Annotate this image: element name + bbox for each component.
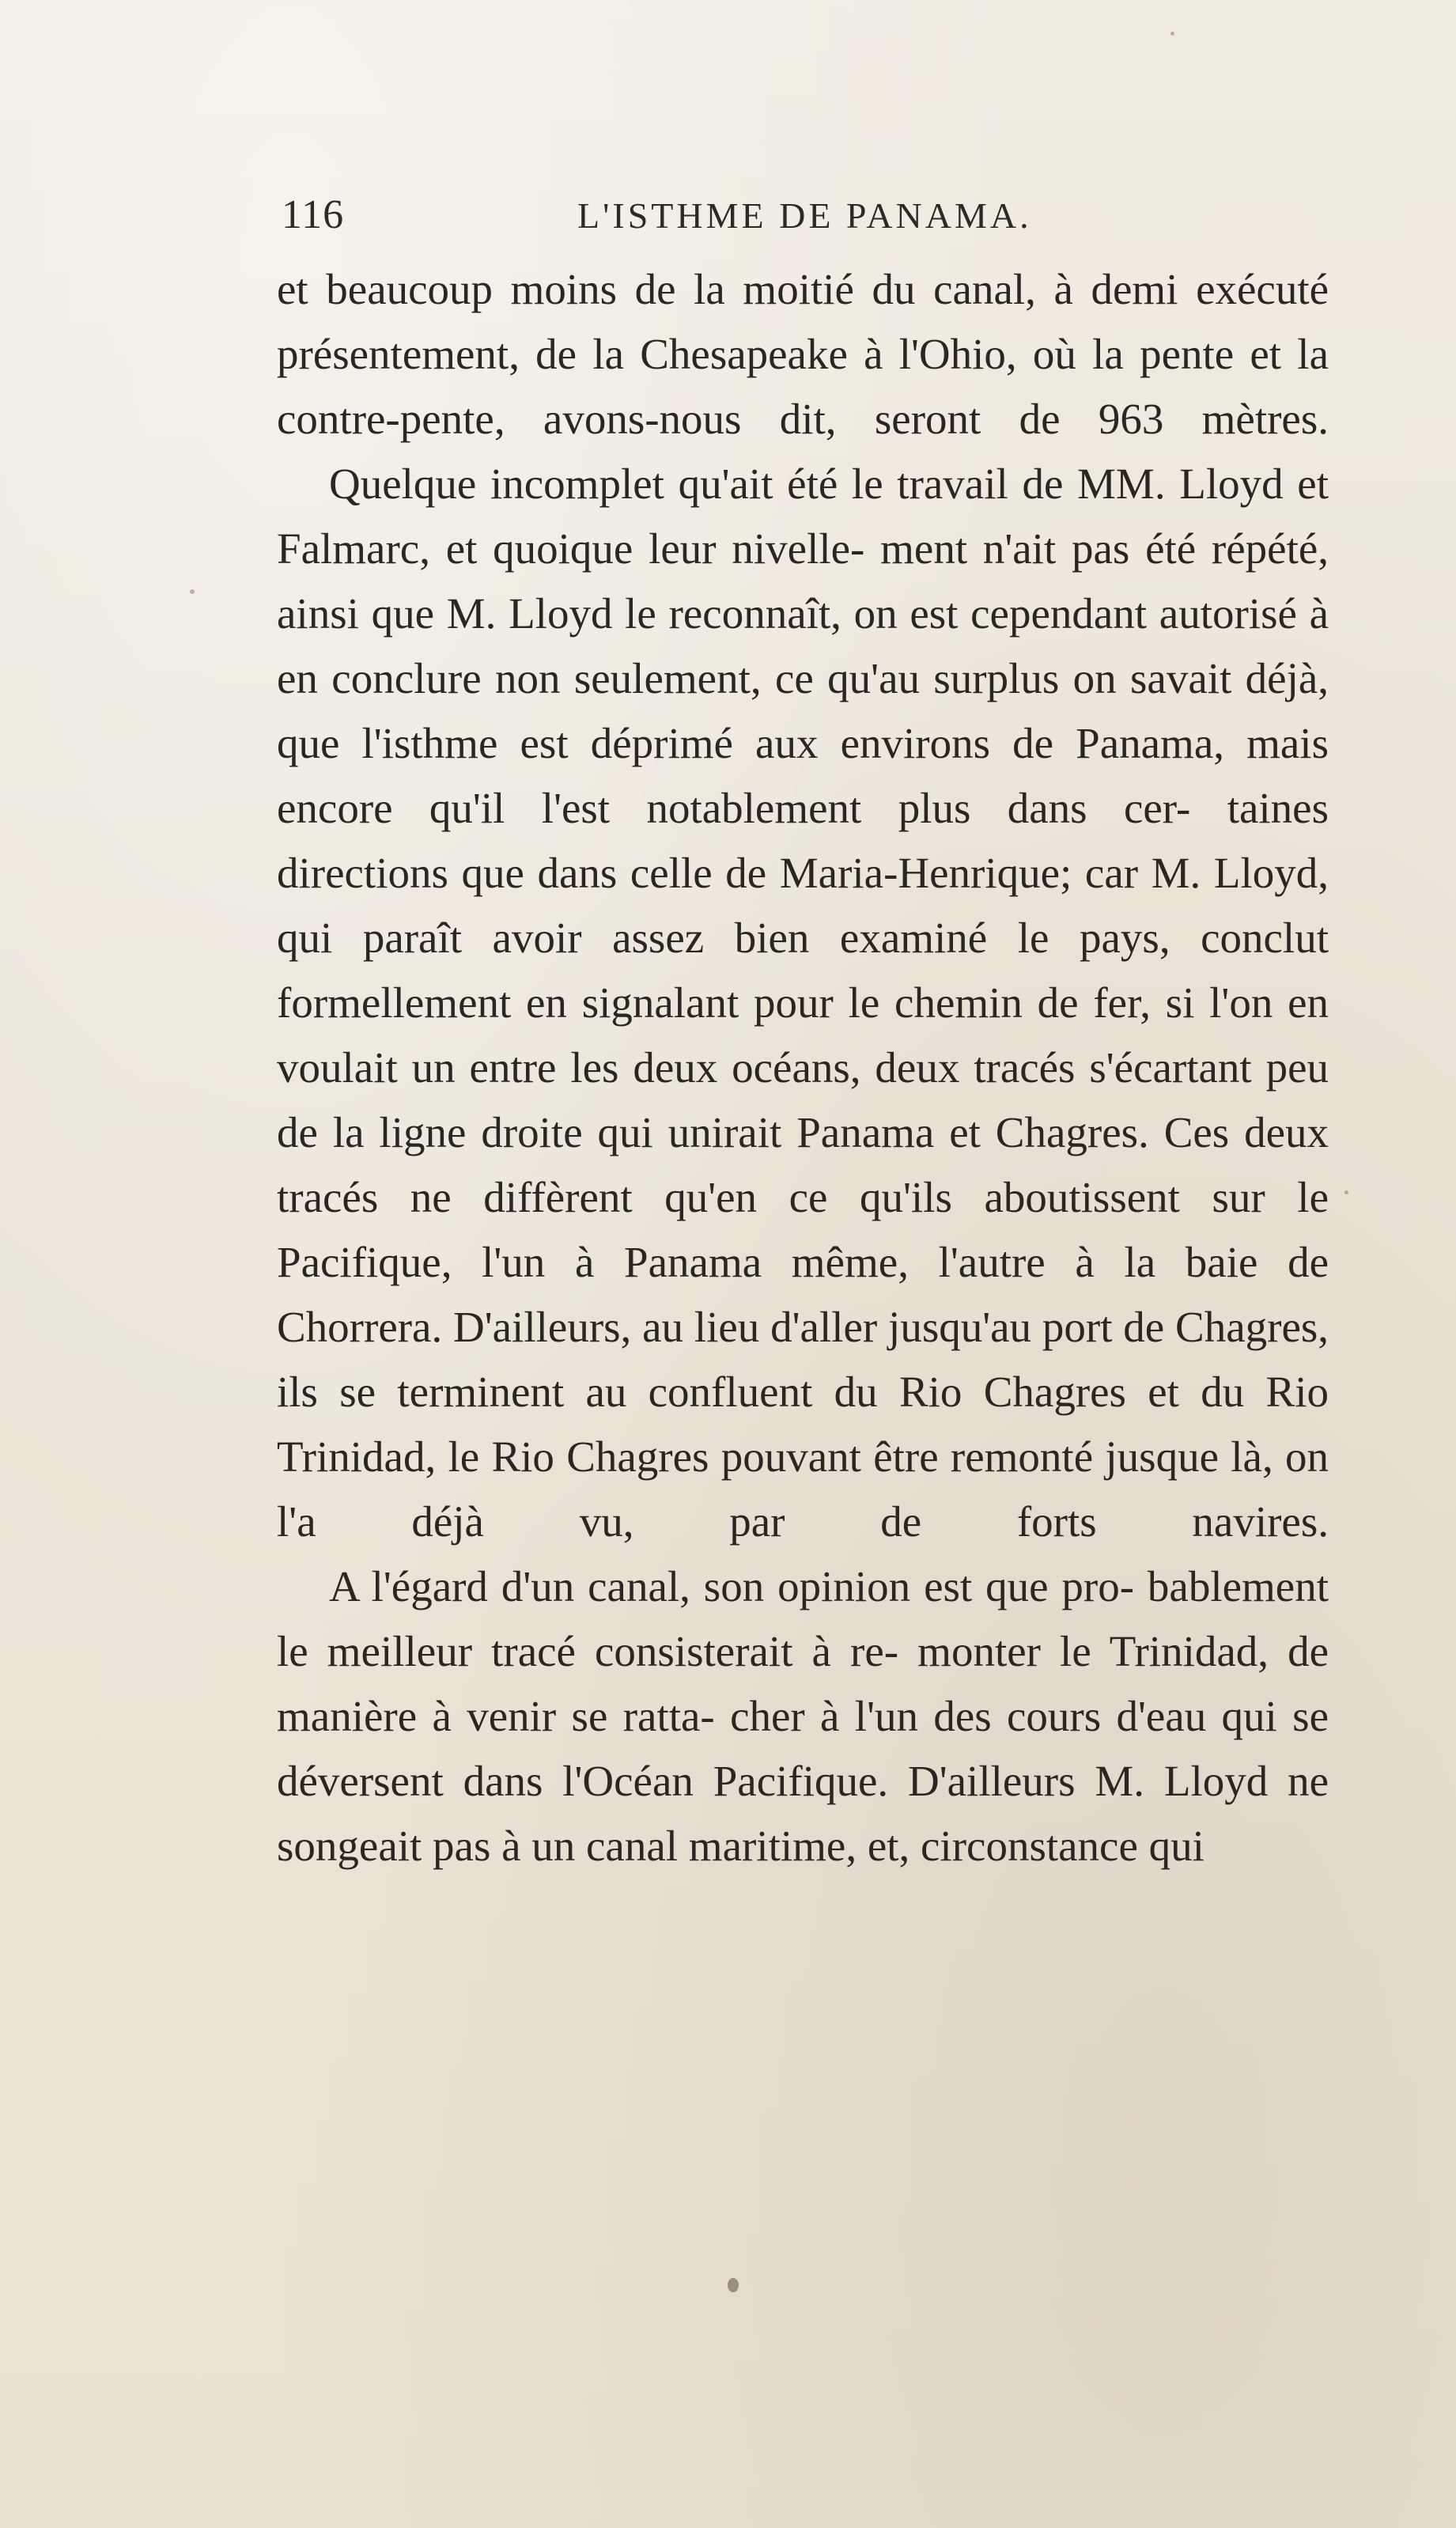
text-line: droite qui unirait Panama et Chagres. Ces deux xyxy=(481,1108,1329,1156)
text-line: port de Chagres, ils se terminent au confluent du xyxy=(277,1303,1329,1416)
text-line: tracés ne diffèrent qu'en ce qu'ils aboutissent sur le xyxy=(277,1173,1329,1221)
text-line: chemin de fer, si l'on en voulait un entre les deux xyxy=(277,978,1329,1092)
text-line: océans, deux tracés s'écartant peu de la ligne xyxy=(277,1043,1329,1156)
paragraph-1 xyxy=(277,257,1329,452)
text-line: ment n'ait pas été répété, ainsi que M. Lloyd le xyxy=(277,524,1329,638)
paper-speck xyxy=(1159,1206,1162,1209)
page-number: 116 xyxy=(282,192,345,237)
text-line: l'Océan Pacifique. D'ailleurs M. Lloyd ne songeait xyxy=(277,1757,1329,1870)
text-line: que l'isthme est déprimé aux environs de Panama, xyxy=(277,719,1224,767)
text-line: le pays, conclut formellement en signalant pour le xyxy=(277,914,1329,1027)
text-line: pas à un canal maritime, et, circonstance qui xyxy=(433,1822,1205,1870)
paper-speck xyxy=(190,589,195,594)
ink-spot xyxy=(728,2278,739,2292)
text-line: non seulement, ce qu'au surplus on savait déjà, xyxy=(495,654,1329,702)
text-line: cher à l'un des cours d'eau qui se déversent dans xyxy=(277,1692,1329,1805)
text-line: mais encore qu'il l'est notablement plus dans cer- xyxy=(277,719,1329,832)
page-header xyxy=(269,187,1139,250)
text-line: Pacifique, l'un à Panama même, l'autre à la baie xyxy=(277,1238,1258,1286)
paragraph-3 xyxy=(277,1554,1329,1879)
paragraph-2 xyxy=(277,452,1329,1554)
text-line: exécuté présentement, de la Chesapeake à l'Ohio, xyxy=(277,265,1329,378)
text-line: où la pente et la contre-pente, avons-nous dit, xyxy=(277,330,1329,443)
text-line: taines directions que dans celle de Maria-Henrique; xyxy=(277,784,1329,897)
text-line: reconnaît, on est cependant autorisé à en conclure xyxy=(277,589,1329,702)
text-line: car M. Lloyd, qui paraît avoir assez bien examiné xyxy=(277,849,1329,962)
text-line: Quelque incomplet qu'ait été le travail de xyxy=(329,460,1064,508)
paper-speck xyxy=(1344,1190,1348,1194)
text-line: par de forts navires. xyxy=(729,1497,1329,1546)
text-line: MM. Lloyd et Falmarc, et quoique leur nivelle- xyxy=(277,460,1329,573)
text-line: et beaucoup moins de la moitié du canal, à demi xyxy=(277,265,1178,313)
body-text xyxy=(277,257,1329,2250)
text-line: de Chorrera. D'ailleurs, au lieu d'aller jusqu'au xyxy=(277,1238,1329,1351)
text-line: bablement le meilleur tracé consisterait à re- xyxy=(277,1562,1329,1675)
running-head: L'ISTHME DE PANAMA. xyxy=(577,195,1032,236)
paper-speck xyxy=(1170,32,1174,36)
text-line: A l'égard d'un canal, son opinion est que pro- xyxy=(329,1562,1135,1610)
text-line: monter le Trinidad, de manière à venir se ratta- xyxy=(277,1627,1329,1740)
text-line: Rio Chagres et du Rio Trinidad, le Rio Chagres xyxy=(277,1368,1329,1481)
text-line: pouvant être remonté jusque là, on l'a déjà vu, xyxy=(277,1432,1329,1546)
text-line: seront de 963 mètres. xyxy=(874,395,1329,443)
